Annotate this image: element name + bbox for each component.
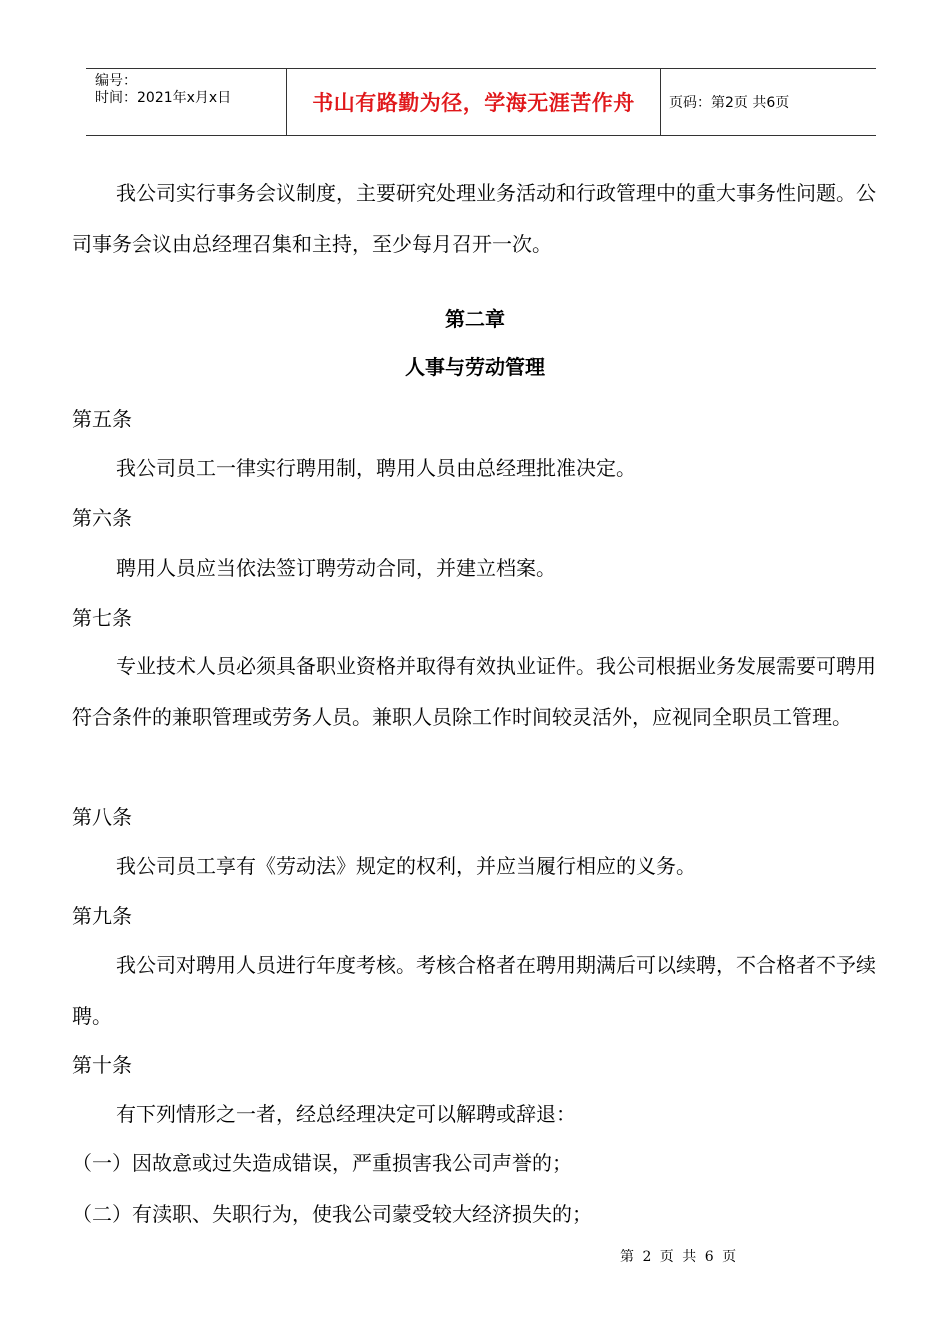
list-item-1: （一）因故意或过失造成错误，严重损害我公司声誉的； (72, 1151, 572, 1175)
header-motto-cell (287, 69, 661, 135)
chapter-number: 第二章 (445, 307, 505, 331)
article-10-text: 有下列情形之一者，经总经理决定可以解聘或辞退： (116, 1102, 576, 1126)
article-8-text: 我公司员工享有《劳动法》规定的权利，并应当履行相应的义务。 (116, 854, 696, 878)
page-footer: 第 2 页 共 6 页 (620, 1249, 739, 1265)
article-9-title: 第九条 (72, 904, 132, 928)
article-7-title: 第七条 (72, 606, 132, 630)
header-time: 时间：2021年x月x日 (95, 90, 232, 106)
article-6-title: 第六条 (72, 506, 132, 530)
header-number: 编号： (95, 73, 137, 89)
list-item-2: （二）有渎职、失职行为，使我公司蒙受较大经济损失的； (72, 1202, 592, 1226)
header-page-cell (661, 69, 876, 135)
document-header (86, 68, 876, 136)
intro-paragraph: 我公司实行事务会议制度，主要研究处理业务活动和行政管理中的重大事务性问题。公司事务会议由总经理召集和主持，至少每月召开一次。 (72, 181, 876, 256)
header-meta-cell (86, 69, 287, 135)
article-6-text: 聘用人员应当依法签订聘劳动合同，并建立档案。 (116, 556, 556, 580)
header-page-number: 页码：第2页 共6页 (669, 95, 790, 111)
chapter-title: 人事与劳动管理 (405, 355, 545, 379)
article-7-text: 专业技术人员必须具备职业资格并取得有效执业证件。我公司根据业务发展需要可聘用符合条件的兼职管理或劳务人员。兼职人员除工作时间较灵活外，应视同全职员工管理。 (72, 654, 876, 729)
header-motto: 书山有路勤为径，学海无涯苦作舟 (312, 91, 635, 115)
article-10-title: 第十条 (72, 1053, 132, 1077)
article-9-text: 我公司对聘用人员进行年度考核。考核合格者在聘用期满后可以续聘，不合格者不予续聘。 (72, 953, 876, 1028)
article-5-text: 我公司员工一律实行聘用制，聘用人员由总经理批准决定。 (116, 456, 636, 480)
article-8-title: 第八条 (72, 805, 132, 829)
article-5-title: 第五条 (72, 407, 132, 431)
